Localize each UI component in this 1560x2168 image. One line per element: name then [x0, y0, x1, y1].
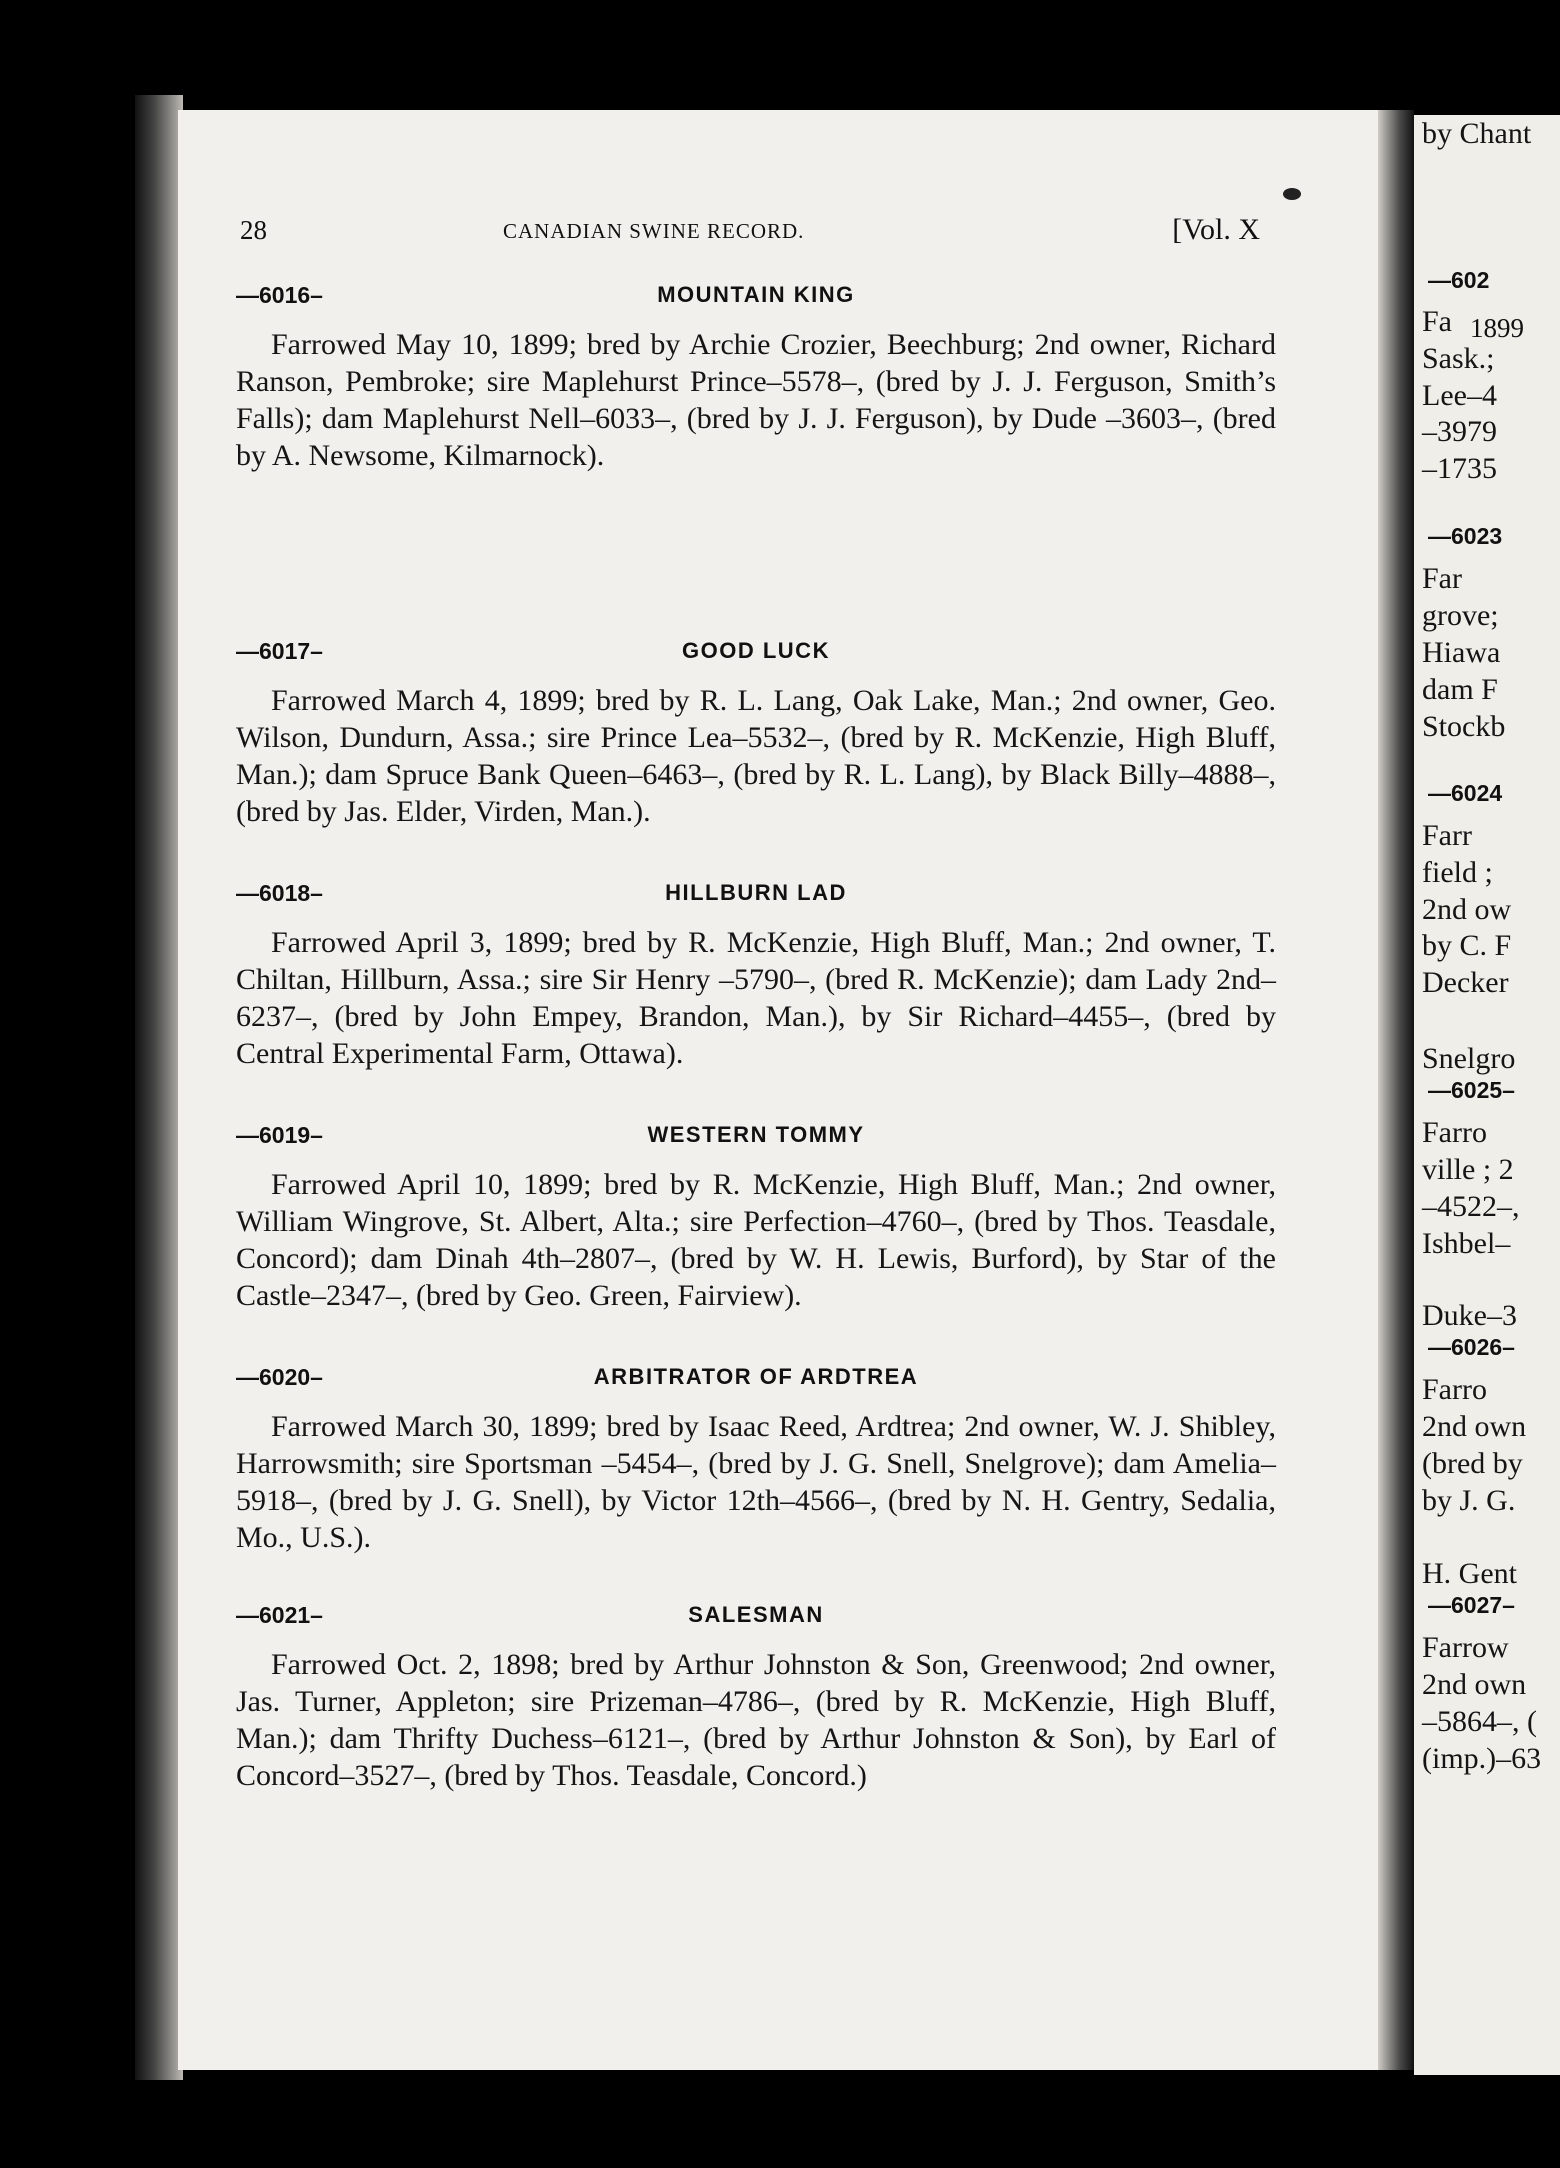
adjacent-text-fragment: 2nd own — [1422, 1668, 1527, 1701]
adjacent-text-fragment: –3979 — [1422, 415, 1497, 448]
adjacent-entry-number: —6025– — [1428, 1077, 1515, 1103]
adjacent-entry-number: —6026– — [1428, 1334, 1515, 1360]
entry-number: —6016– — [236, 282, 323, 308]
adjacent-text-fragment: Farr — [1422, 819, 1472, 852]
page-gutter — [1378, 110, 1414, 2070]
entry-text: Farrowed March 4, 1899; bred by R. L. Lang, Oak Lake, Man.; 2nd owner, Geo. Wilson, Dundurn, Assa.; sire Prince Lea–5532–, (bred by R. McKenzie, High Bluff, Man.); dam Spruce Bank Queen–6463–, (bred by R. L. Lang), by Black Billy–4888–, (bred by Jas. Elder, Virden, Man.). — [236, 684, 1276, 828]
adjacent-text-fragment: grove; — [1422, 599, 1499, 632]
record-entry — [236, 880, 1276, 1072]
entry-number: —6018– — [236, 880, 323, 906]
adjacent-entry-number: —6027– — [1428, 1592, 1515, 1618]
adjacent-text-fragment: 2nd own — [1422, 1410, 1527, 1443]
adjacent-text-fragment: ville ; 2 — [1422, 1153, 1514, 1186]
running-title: CANADIAN SWINE RECORD. — [503, 219, 805, 243]
adjacent-text-fragment: Lee–4 — [1422, 379, 1497, 412]
adjacent-text-fragment: –1735 — [1422, 452, 1497, 485]
adjacent-text-fragment: Decker — [1422, 966, 1509, 999]
adjacent-text-fragment: Duke–3 — [1422, 1299, 1517, 1332]
entry-name: GOOD LUCK — [682, 638, 830, 663]
entry-name: MOUNTAIN KING — [657, 282, 855, 307]
adjacent-text-fragment: Fa — [1422, 305, 1452, 338]
adjacent-text-fragment: Far — [1422, 562, 1462, 595]
record-entry — [236, 1122, 1276, 1314]
entry-text: Farrowed May 10, 1899; bred by Archie Crozier, Beechburg; 2nd owner, Richard Ranson, Pembroke; sire Maplehurst Prince–5578–, (bred by J. J. Ferguson, Smith’s Falls); dam Maplehurst Nell–6033–, (bred by J. J. Ferguson), by Dude –3603–, (bred by A. Newsome, Kilmarnock). — [236, 328, 1276, 472]
adjacent-text-fragment: (imp.)–63 — [1422, 1742, 1542, 1775]
entry-number: —6017– — [236, 638, 323, 664]
adjacent-text-fragment: by J. G. — [1422, 1484, 1516, 1517]
adjacent-text-fragment: by C. F — [1422, 929, 1512, 962]
running-header — [240, 215, 1260, 255]
entry-name: ARBITRATOR OF ARDTREA — [593, 1364, 919, 1389]
entry-number: —6020– — [236, 1364, 323, 1390]
entry-text: Farrowed April 3, 1899; bred by R. McKenzie, High Bluff, Man.; 2nd owner, T. Chiltan, Hillburn, Assa.; sire Sir Henry –5790–, (bred R. McKenzie); dam Lady 2nd–6237–, (bred by John Empey, Brandon, Man.), by Sir Richard–4455–, (bred by Central Experimental Farm, Ottawa). — [236, 926, 1276, 1070]
entry-number: —6019– — [236, 1122, 323, 1148]
adjacent-text-fragment: Farrow — [1422, 1631, 1509, 1664]
adjacent-page-fragment — [1414, 115, 1560, 2075]
adjacent-entry-number: —6023 — [1428, 523, 1503, 549]
adjacent-text-fragment: by Chant — [1422, 117, 1532, 150]
entry-name: SALESMAN — [688, 1602, 824, 1627]
page-binding-edge — [135, 95, 183, 2080]
record-entry — [236, 638, 1276, 830]
entry-text: Farrowed April 10, 1899; bred by R. McKenzie, High Bluff, Man.; 2nd owner, William Wingrove, St. Albert, Alta.; sire Perfection–4760–, (bred by Thos. Teasdale, Concord); dam Dinah 4th–2807–, (bred by W. H. Lewis, Burford), by Star of the Castle–2347–, (bred by Geo. Green, Fairview). — [236, 1168, 1276, 1312]
adjacent-text-fragment: –5864–, ( — [1422, 1705, 1537, 1738]
entry-text: Farrowed Oct. 2, 1898; bred by Arthur Johnston & Son, Greenwood; 2nd owner, Jas. Turner, Appleton; sire Prizeman–4786–, (bred by R. McKenzie, High Bluff, Man.); dam Thrifty Duchess–6121–, (bred by Arthur Johnston & Son), by Earl of Concord–3527–, (bred by Thos. Teasdale, Concord.) — [236, 1648, 1276, 1792]
record-entry — [236, 1602, 1276, 1794]
adjacent-entry-number: —6024 — [1428, 780, 1503, 806]
adjacent-text-fragment: (bred by — [1422, 1447, 1523, 1480]
adjacent-text-fragment: –4522–, — [1422, 1190, 1520, 1223]
adjacent-text-fragment: Farro — [1422, 1116, 1487, 1149]
entry-name: WESTERN TOMMY — [647, 1122, 865, 1147]
ink-speck — [1283, 188, 1301, 200]
entry-name: HILLBURN LAD — [665, 880, 847, 905]
record-entry — [236, 282, 1276, 474]
adjacent-text-fragment: Stockb — [1422, 710, 1506, 743]
adjacent-text-fragment: H. Gent — [1422, 1557, 1517, 1590]
adjacent-text-fragment: 2nd ow — [1422, 893, 1512, 926]
adjacent-page-year: 1899 — [1470, 313, 1524, 343]
adjacent-text-fragment: Ishbel– — [1422, 1227, 1511, 1260]
page-number: 28 — [240, 215, 267, 245]
volume-label: [Vol. X — [1172, 213, 1260, 246]
adjacent-text-fragment: field ; — [1422, 856, 1493, 889]
adjacent-text-fragment: Farro — [1422, 1373, 1487, 1406]
adjacent-text-fragment: Sask.; — [1422, 342, 1495, 375]
adjacent-text-fragment: dam F — [1422, 673, 1498, 706]
entry-text: Farrowed March 30, 1899; bred by Isaac Reed, Ardtrea; 2nd owner, W. J. Shibley, Harrowsmith; sire Sportsman –5454–, (bred by J. G. Snell, Snelgrove); dam Amelia–5918–, (bred by J. G. Snell), by Victor 12th–4566–, (bred by N. H. Gentry, Sedalia, Mo., U.S.). — [236, 1410, 1276, 1554]
entry-number: —6021– — [236, 1602, 323, 1628]
record-entry — [236, 1364, 1276, 1556]
adjacent-entry-number: —602 — [1428, 267, 1490, 293]
adjacent-text-fragment: Snelgro — [1422, 1042, 1516, 1075]
adjacent-text-fragment: Hiawa — [1422, 636, 1501, 669]
